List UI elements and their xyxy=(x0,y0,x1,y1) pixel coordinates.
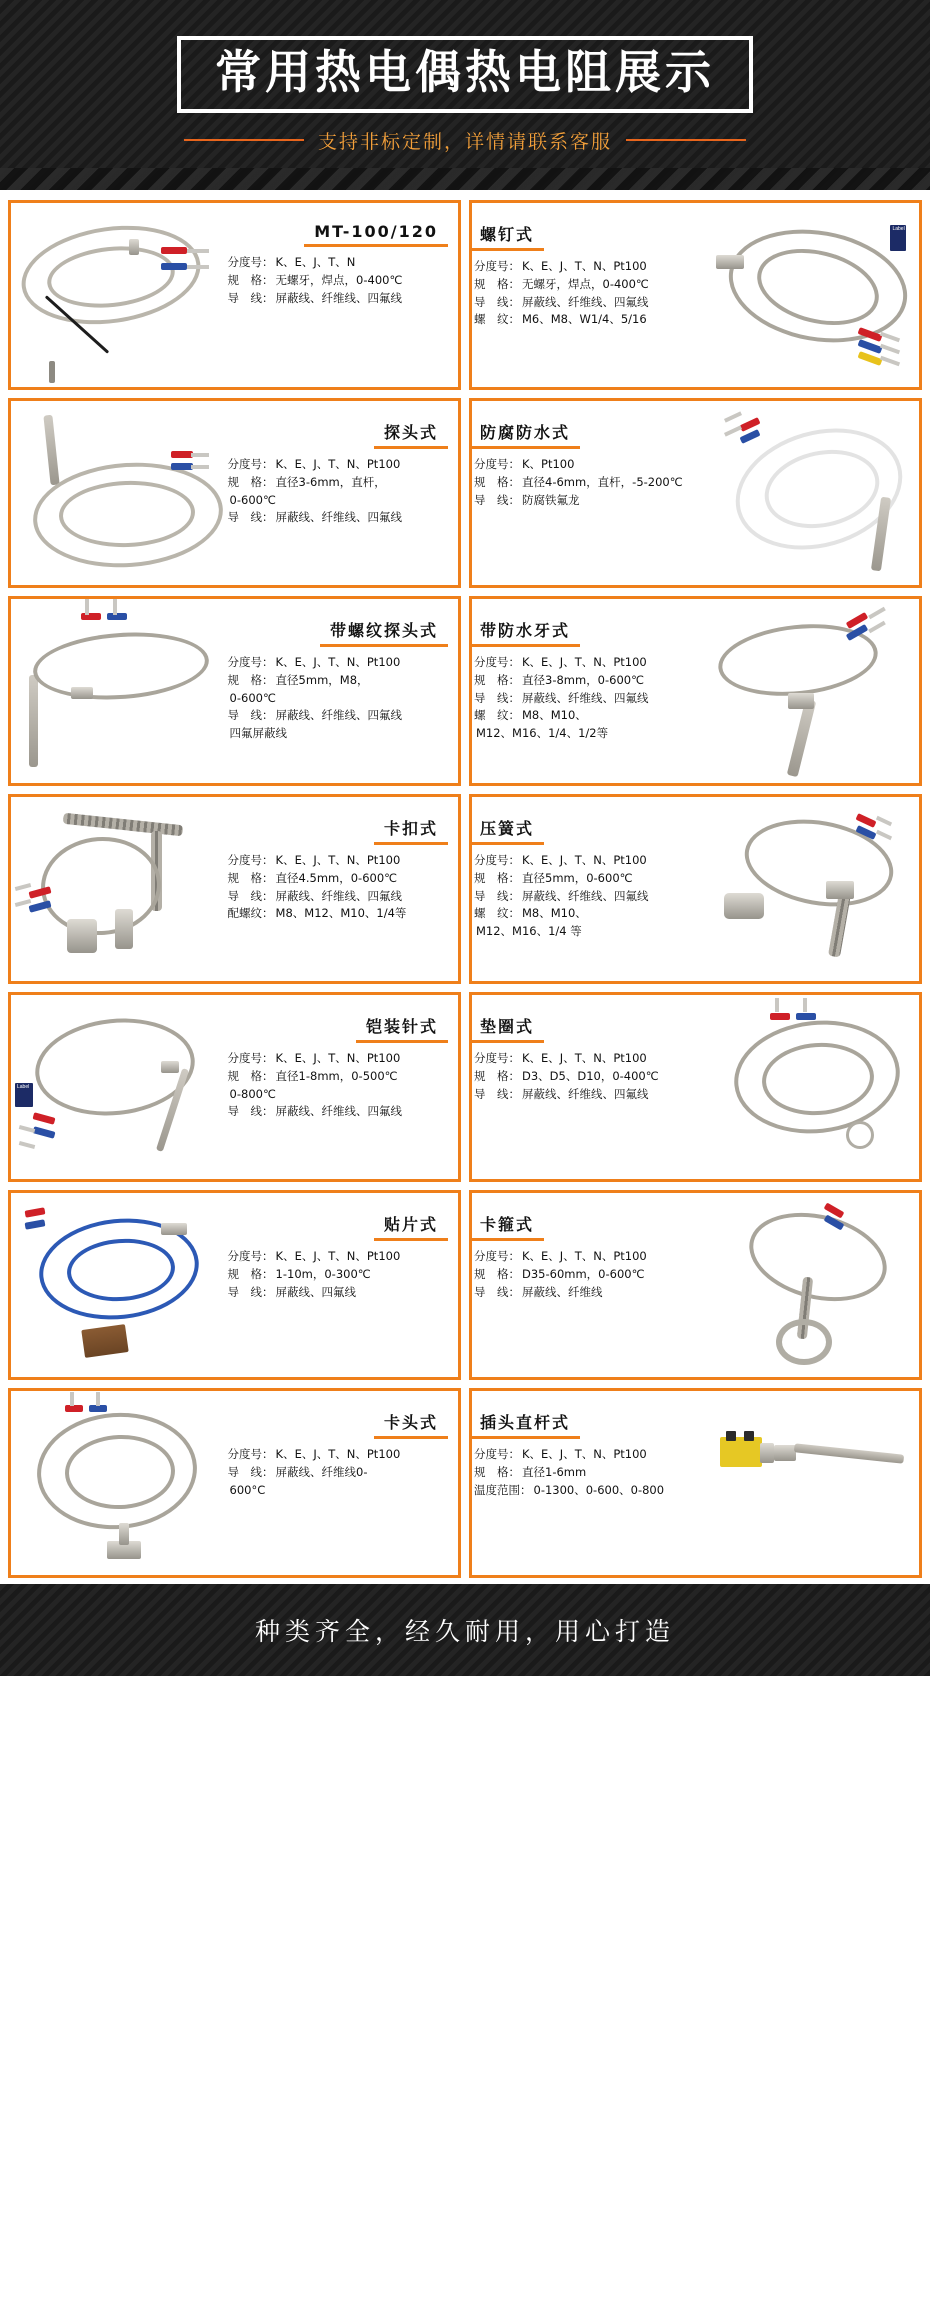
spec-value: 屏蔽线、纤维线、四氟线 xyxy=(275,708,403,723)
product-card[interactable] xyxy=(8,398,461,588)
product-photo xyxy=(11,797,226,981)
product-info xyxy=(472,599,704,783)
spec-value: 直径4.5mm，0-600℃ xyxy=(275,870,398,885)
spec-value: M6、M8、W1/4、5/16 xyxy=(522,312,647,327)
spec-value: D35-60mm，0-600℃ xyxy=(522,1266,645,1281)
product-grid xyxy=(0,190,930,1584)
rule-right xyxy=(626,139,746,141)
spec-value: K、E、J、T、N、Pt100 xyxy=(522,655,647,669)
footer-text: 种类齐全，经久耐用，用心打造 xyxy=(254,1617,675,1646)
product-photo: Label xyxy=(11,995,226,1179)
spec-value: 屏蔽线、纤维线0- xyxy=(275,1464,368,1479)
product-photo xyxy=(11,401,226,585)
product-specs xyxy=(474,852,696,941)
spec-key: 分度号： xyxy=(474,457,520,471)
spec-key: 规 格： xyxy=(227,1068,274,1083)
subtitle-row xyxy=(184,127,746,154)
rule-left xyxy=(184,139,304,141)
product-card[interactable] xyxy=(469,200,922,390)
product-specs xyxy=(474,1248,696,1301)
spec-key: 导 线： xyxy=(474,888,520,903)
spec-key: 规 格： xyxy=(474,1068,520,1083)
spec-value: 直径5mm，M8， xyxy=(275,672,369,687)
poster-header xyxy=(0,0,930,190)
spec-value: M8、M10、 xyxy=(522,708,587,723)
product-specs xyxy=(228,456,450,527)
spec-value: 屏蔽线、纤维线、四氟线 xyxy=(275,888,403,903)
spec-value: K、E、J、T、N、Pt100 xyxy=(275,1051,401,1065)
product-specs xyxy=(228,1248,450,1301)
spec-value: 无螺牙，焊点，0-400℃ xyxy=(275,272,403,287)
product-card[interactable] xyxy=(8,794,461,984)
spec-value: 无螺牙，焊点，0-400℃ xyxy=(522,276,649,291)
product-card[interactable] xyxy=(8,596,461,786)
spec-key: 导 线： xyxy=(227,1104,274,1119)
spec-value: 600°C xyxy=(229,1482,266,1497)
spec-key: 分度号： xyxy=(474,1447,520,1461)
spec-key: 导 线： xyxy=(474,294,520,309)
spec-value: 屏蔽线、纤维线、四氟线 xyxy=(522,690,649,705)
spec-value: M12、M16、1/4 等 xyxy=(476,924,582,939)
spec-key: 分度号： xyxy=(474,1249,520,1263)
spec-value: 直径3-6mm，直杆， xyxy=(275,474,386,489)
product-info xyxy=(226,1391,458,1575)
spec-key: 分度号： xyxy=(227,1447,274,1461)
spec-value: 屏蔽线、纤维线、四氟线 xyxy=(522,294,649,309)
spec-value: K、E、J、T、N、Pt100 xyxy=(522,853,647,867)
spec-value: 直径3-8mm，0-600℃ xyxy=(522,672,645,687)
spec-key: 规 格： xyxy=(227,1266,274,1281)
product-info xyxy=(472,995,704,1179)
product-card[interactable] xyxy=(469,992,922,1182)
product-label: 卡箍式 xyxy=(474,1211,540,1238)
spec-key: 导 线： xyxy=(474,492,520,507)
product-card[interactable] xyxy=(469,398,922,588)
spec-value: M8、M12、M10、1/4等 xyxy=(275,906,407,921)
product-specs xyxy=(228,654,450,743)
page-title: 常用热电偶热电阻展示 xyxy=(215,45,715,100)
spec-key: 导 线： xyxy=(474,690,520,705)
product-photo xyxy=(11,1391,226,1575)
spec-key: 分度号： xyxy=(474,655,520,669)
product-label: 铠装针式 xyxy=(360,1013,444,1040)
product-photo xyxy=(11,599,226,783)
product-label: 螺钉式 xyxy=(474,221,540,248)
spec-value: 1-10m，0-300℃ xyxy=(275,1266,371,1281)
spec-value: 0-600℃ xyxy=(229,492,276,507)
spec-value: K、E、J、T、N、Pt100 xyxy=(275,457,401,471)
spec-key: 规 格： xyxy=(474,1464,520,1479)
spec-value: 屏蔽线、纤维线 xyxy=(522,1284,603,1299)
spec-key: 分度号： xyxy=(227,853,274,867)
spec-value: 直径5mm，0-600℃ xyxy=(522,870,633,885)
spec-key: 导 线： xyxy=(227,290,274,305)
spec-key: 规 格： xyxy=(474,672,520,687)
spec-key: 分度号： xyxy=(474,1051,520,1065)
product-card[interactable] xyxy=(469,794,922,984)
product-specs xyxy=(474,258,696,329)
spec-key: 导 线： xyxy=(474,1086,520,1101)
product-label: 探头式 xyxy=(378,419,444,446)
spec-key: 分度号： xyxy=(474,259,520,273)
product-photo xyxy=(704,599,919,783)
spec-key: 分度号： xyxy=(227,655,274,669)
spec-key: 导 线： xyxy=(227,510,274,525)
spec-value: 屏蔽线、纤维线、四氟线 xyxy=(275,1104,403,1119)
product-label: 带防水牙式 xyxy=(474,617,576,644)
spec-key: 配螺纹： xyxy=(227,906,274,921)
product-info xyxy=(226,797,458,981)
spec-key: 导 线： xyxy=(227,1464,274,1479)
spec-key: 规 格： xyxy=(474,276,520,291)
spec-value: 屏蔽线、纤维线、四氟线 xyxy=(275,290,403,305)
product-specs xyxy=(228,1050,450,1121)
product-specs xyxy=(228,1446,450,1499)
product-photo xyxy=(11,1193,226,1377)
product-label: 卡扣式 xyxy=(378,815,444,842)
spec-key: 导 线： xyxy=(227,1284,274,1299)
spec-value: K、E、J、T、N、Pt100 xyxy=(275,853,401,867)
spec-key: 规 格： xyxy=(474,474,520,489)
spec-key: 分度号： xyxy=(227,1249,274,1263)
spec-value: 0-600℃ xyxy=(229,690,276,705)
spec-key: 螺 纹： xyxy=(474,312,520,327)
product-card[interactable] xyxy=(469,1190,922,1380)
spec-value: M12、M16、1/4、1/2等 xyxy=(476,726,609,741)
spec-value: K、E、J、T、N、Pt100 xyxy=(522,1447,647,1461)
spec-key: 规 格： xyxy=(227,672,274,687)
spec-value: 0-1300、0-600、0-800 xyxy=(533,1482,665,1497)
spec-value: K、E、J、T、N xyxy=(275,255,356,269)
product-info xyxy=(472,1391,704,1575)
spec-value: K、E、J、T、N、Pt100 xyxy=(275,655,401,669)
product-photo: Label xyxy=(704,203,919,387)
product-info xyxy=(226,599,458,783)
product-specs xyxy=(474,1050,696,1103)
product-specs xyxy=(228,852,450,923)
spec-key: 规 格： xyxy=(227,870,274,885)
spec-key: 规 格： xyxy=(474,870,520,885)
spec-key: 导 线： xyxy=(474,1284,520,1299)
spec-value: K、E、J、T、N、Pt100 xyxy=(522,1249,647,1263)
spec-value: K、Pt100 xyxy=(522,457,575,471)
spec-value: K、E、J、T、N、Pt100 xyxy=(275,1447,401,1461)
page-subtitle: 支持非标定制，详情请联系客服 xyxy=(317,130,612,153)
product-label: 带螺纹探头式 xyxy=(324,617,444,644)
product-label: 压簧式 xyxy=(474,815,540,842)
spec-value: 屏蔽线、纤维线、四氟线 xyxy=(522,888,649,903)
spec-value: K、E、J、T、N、Pt100 xyxy=(522,259,647,273)
spec-value: K、E、J、T、N、Pt100 xyxy=(522,1051,647,1065)
spec-key: 螺 纹： xyxy=(474,708,520,723)
product-label: 贴片式 xyxy=(378,1211,444,1238)
product-info xyxy=(226,401,458,585)
product-specs xyxy=(474,654,696,743)
product-card[interactable] xyxy=(8,992,461,1182)
product-card[interactable] xyxy=(469,596,922,786)
spec-key: 规 格： xyxy=(227,474,274,489)
product-label: MT-100/120 xyxy=(308,221,444,244)
spec-value: 屏蔽线、纤维线、四氟线 xyxy=(275,510,403,525)
product-label: 插头直杆式 xyxy=(474,1409,576,1436)
spec-value: 屏蔽线、四氟线 xyxy=(275,1284,357,1299)
spec-value: 0-800℃ xyxy=(229,1086,276,1101)
spec-value: 直径1-8mm，0-500℃ xyxy=(275,1068,398,1083)
spec-value: M8、M10、 xyxy=(522,906,587,921)
product-info xyxy=(472,797,704,981)
spec-key: 温度范围： xyxy=(474,1482,532,1497)
product-info xyxy=(472,401,704,585)
spec-value: 防腐铁氟龙 xyxy=(522,492,580,507)
spec-value: K、E、J、T、N、Pt100 xyxy=(275,1249,401,1263)
product-info xyxy=(226,995,458,1179)
product-photo xyxy=(704,1193,919,1377)
product-specs xyxy=(228,254,450,307)
product-photo xyxy=(704,1391,919,1575)
spec-value: 四氟屏蔽线 xyxy=(229,726,288,741)
spec-value: 直径4-6mm，直杆，-5-200℃ xyxy=(522,474,683,489)
product-card[interactable] xyxy=(469,1388,922,1578)
product-photo xyxy=(11,203,226,387)
spec-key: 规 格： xyxy=(474,1266,520,1281)
product-info xyxy=(472,1193,704,1377)
spec-key: 导 线： xyxy=(227,708,274,723)
spec-key: 规 格： xyxy=(227,272,274,287)
spec-key: 分度号： xyxy=(227,1051,274,1065)
product-label: 防腐防水式 xyxy=(474,419,576,446)
spec-value: 屏蔽线、纤维线、四氟线 xyxy=(522,1086,649,1101)
product-label: 卡头式 xyxy=(378,1409,444,1436)
product-card[interactable] xyxy=(8,200,461,390)
spec-key: 分度号： xyxy=(227,255,274,269)
title-box xyxy=(177,36,753,113)
product-specs xyxy=(474,456,696,509)
product-info xyxy=(226,203,458,387)
product-photo xyxy=(704,995,919,1179)
product-info xyxy=(472,203,704,387)
spec-key: 分度号： xyxy=(227,457,274,471)
product-specs xyxy=(474,1446,696,1499)
product-card[interactable] xyxy=(8,1190,461,1380)
product-info xyxy=(226,1193,458,1377)
spec-key: 分度号： xyxy=(474,853,520,867)
product-label: 垫圈式 xyxy=(474,1013,540,1040)
spec-value: D3、D5、D10，0-400℃ xyxy=(522,1068,659,1083)
poster-footer xyxy=(0,1584,930,1676)
spec-key: 导 线： xyxy=(227,888,274,903)
product-photo xyxy=(704,401,919,585)
product-photo xyxy=(704,797,919,981)
spec-value: 直径1-6mm xyxy=(522,1464,587,1479)
product-card[interactable] xyxy=(8,1388,461,1578)
spec-key: 螺 纹： xyxy=(474,906,520,921)
